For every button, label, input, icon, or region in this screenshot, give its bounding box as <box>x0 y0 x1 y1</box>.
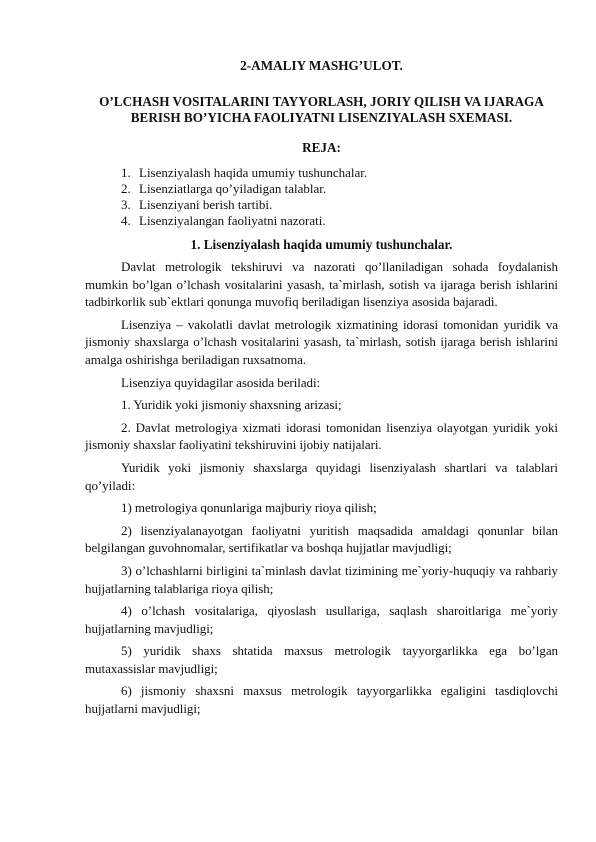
plan-item-text: Lisenziyalash haqida umumiy tushunchalar. <box>139 165 368 180</box>
plan-item-number: 4. <box>121 213 131 228</box>
lab-title: 2-AMALIY MASHG’ULOT. <box>240 58 403 73</box>
plan-item-number: 2. <box>121 181 131 196</box>
paragraph: 4) o’lchash vositalariga, qiyoslash usullariga, saqlash sharoitlariga me`yoriy hujjatlarning mavjudligi; <box>85 603 558 636</box>
plan-item-text: Lisenziyani berish tartibi. <box>139 197 273 212</box>
paragraph: Lisenziya quyidagilar asosida beriladi: <box>121 374 321 390</box>
plan-item-text: Lisenziatlarga qo’yiladigan talablar. <box>139 181 327 196</box>
paragraph: 2) lisenziyalanayotgan faoliyatni yuritish maqsadida amaldagi qonunlar bilan belgilangan guvohnomalar, sertifikatlar va boshqa hujjatlar mavjudligi; <box>85 522 558 556</box>
paragraph: 5) yuridik shaxs shtatida maxsus metrologik tayyorgarlikka ega bo’lgan mutaxassislar mavjudligi; <box>85 643 558 676</box>
paragraph: 3) o’lchashlarni birligini ta`minlash davlat tizimining me`yoriy-huquqiy va rahbariy hujjatlarning talablariga rioya qilish; <box>85 562 558 596</box>
paragraph: Yuridik yoki jismoniy shaxslarga quyidagi lisenziyalash shartlari va talablari qo’yiladi: <box>85 459 558 493</box>
plan-item-number: 1. <box>121 165 131 180</box>
paragraph: 1) metrologiya qonunlariga majburiy rioya qilish; <box>121 500 377 516</box>
plan-item <box>121 197 558 213</box>
topic-title: O’LCHASH VOSITALARINI TAYYORLASH, JORIY QILISH VA IJARAGA BERISH BO’YICHA FAOLIYATNI LISENZIYALASH SXEMASI. <box>99 94 544 125</box>
document-content <box>85 58 558 723</box>
section-title: 1. Lisenziyalash haqida umumiy tushunchalar. <box>190 237 453 252</box>
plan-heading: REJA: <box>302 140 341 155</box>
plan-item-number: 3. <box>121 197 131 212</box>
paragraph: Lisenziya – vakolatli davlat metrologik xizmatining idorasi tomonidan yuridik va jismoniy shaxslarga o’lchash vositalarini yasash, ta`mirlash, sotish ijaraga berish ishlarini amalga oshirishga beriladigan ruxsatnoma. <box>85 316 558 367</box>
plan-list <box>85 165 558 229</box>
plan-item <box>121 213 558 229</box>
paragraph: 1. Yuridik yoki jismoniy shaxsning arizasi; <box>121 397 342 413</box>
plan-item <box>121 181 558 197</box>
plan-item <box>121 165 558 181</box>
paragraph: 6) jismoniy shaxsni maxsus metrologik tayyorgarlikka egaligini tasdiqlovchi hujjatlarni mavjudligi; <box>85 683 558 717</box>
paragraph: 2. Davlat metrologiya xizmati idorasi tomonidan lisenziya olayotgan yuridik yoki jismoniy shaxslar faoliyatini tekshiruvini ijobiy natijalari. <box>85 419 558 453</box>
paragraph: Davlat metrologik tekshiruvi va nazorati qo’llaniladigan sohada foydalanish mumkin bo’lgan o’lchash vositalarini yasash, ta`mirlash, sotish va ijaraga berish ishlarini tadbirkorlik sub`ektlari qonunga muvofiq beriladigan lisenziya asosida bajaradi. <box>85 259 558 310</box>
plan-item-text: Lisenziyalangan faoliyatni nazorati. <box>139 213 326 228</box>
